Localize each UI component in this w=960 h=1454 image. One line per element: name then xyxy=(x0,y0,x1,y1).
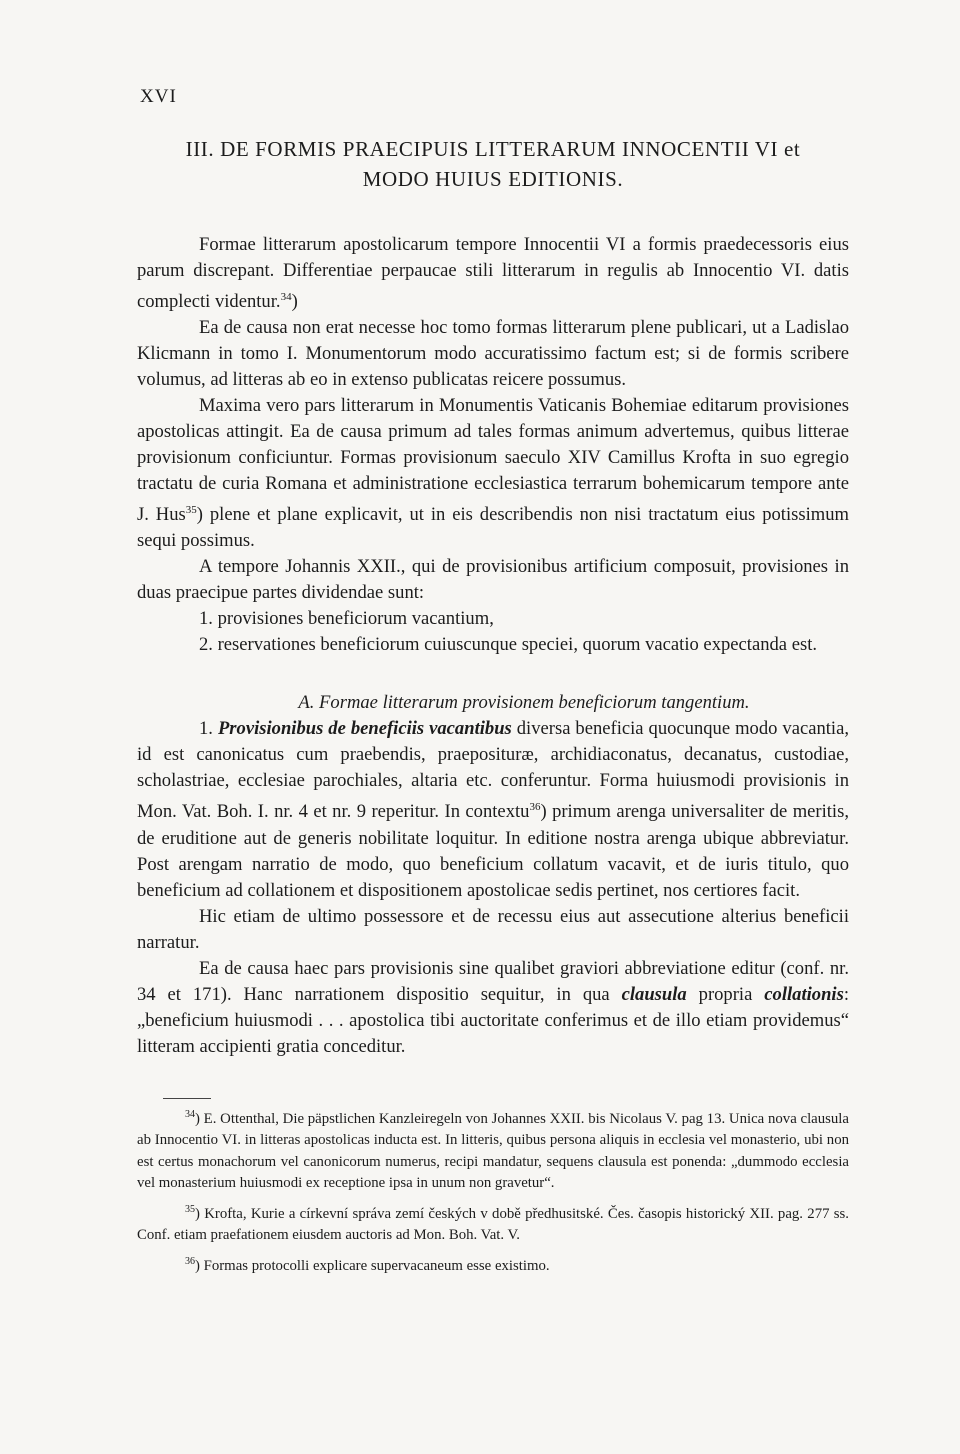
footnote-ref: 36 xyxy=(529,801,541,814)
paragraph xyxy=(137,393,849,554)
section-heading xyxy=(137,134,849,194)
footnote-mark: 36 xyxy=(185,1255,195,1267)
footnote xyxy=(137,1199,849,1247)
footnote-text: ) Krofta, Kurie a církevní správa zemí českých v době předhusitské. Čes. časopis historický XII. pag. 277 ss. Conf. etiam praefationem eiusdem auctoris ad Mon. Boh. Vat. V. xyxy=(137,1205,849,1244)
paragraph: Hic etiam de ultimo possessore et de recessu eius aut assecutione alterius beneficii narratur. xyxy=(137,905,849,953)
heading-line-2: MODO HUIUS EDITIONIS. xyxy=(362,167,624,191)
emphasis: clausula xyxy=(621,983,687,1005)
paragraph xyxy=(137,232,849,315)
main-text xyxy=(137,232,849,1060)
paragraph-text: Maxima vero pars litterarum in Monumentis Vaticanis Bohemiae editarum provisiones apostolicas attingit. Ea de causa primum ad tales formas animum advertemus, quibus litterae provisionum conficiuntur. Formas provisionum saeculo XIV Camillus Krofta in suo egregio tractatu de curia Romana et administratione ecclesiastica terrarum bohemicarum tempore ante J. Hus xyxy=(137,395,849,526)
footnote-mark: 34 xyxy=(185,1109,195,1120)
footnote-ref: 34 xyxy=(280,291,292,303)
footnote xyxy=(137,1251,849,1277)
paragraph xyxy=(137,956,849,1060)
page-number: XVI xyxy=(140,86,177,107)
footnote-ref: 35 xyxy=(185,504,197,517)
paragraph-text: ) xyxy=(291,291,298,313)
paragraph-text: Formae litterarum apostolicarum tempore Innocentii VI a formis praedecessoris eius parum discrepant. Differentiae perpaucae stili litterarum in regulis ab Innocentio VI. datis complecti videntur. xyxy=(137,234,849,313)
paragraph-text: : „beneficium huiusmodi . . . apostolica tibi auctoritate conferimus et de illo etiam providemus“ litteram accipienti gratia conceditur. xyxy=(137,983,850,1057)
paragraph xyxy=(137,716,849,903)
paragraph: A tempore Johannis XXII., qui de provisionibus artificium composuit, provisiones in duas praecipue partes dividendae sunt: xyxy=(137,556,849,604)
footnotes xyxy=(137,1104,849,1281)
paragraph-text: diversa beneficia quocunque modo vacantia, id est canonicatus cum praebendis, praeposituræ, archidiaconatus, decanatus, custodiae, scholastriae, ecclesiae parochiales, altaria etc. conferuntur. Forma huiusmodi provisionis in Mon. Vat. Boh. I. nr. 4 et nr. 9 reperitur. In contextu xyxy=(137,718,849,823)
footnote xyxy=(137,1104,849,1195)
paragraph-text: ) plene et plane explicavit, ut in eis describendis non nisi tractatum eius potissimum sequi possimus. xyxy=(137,504,849,552)
footnote-text: ) Formas protocolli explicare supervacaneum esse existimo. xyxy=(195,1257,550,1274)
list-item: 2. reservationes beneficiorum cuiuscunque speciei, quorum vacatio expectanda est. xyxy=(199,634,818,656)
footnote-mark: 35 xyxy=(185,1203,195,1215)
paragraph: Ea de causa non erat necesse hoc tomo formas litterarum plene publicari, ut a Ladislao Klicmann in tomo I. Monumentorum modo accuratissimo factum est; si de formis scribere volumus, ad litteras ab eo in extenso publicatas reicere possumus. xyxy=(137,317,849,391)
footnote-text: ) E. Ottenthal, Die päpstlichen Kanzleiregeln von Johannes XXII. bis Nicolaus V. pag 13. Unica nova clausula ab Innocentio VI. in litteras apostolicas inducta est. In litteris, quibus persona aliquis in ecclesia vel monasterio, ubi non est certus monachorum vel canonicorum numerus, recipi mandatur, sequens clausula est ponenda: „dummodo ecclesia vel monasterium huiusmodi ex receptione ipsa in unum non gravetur“. xyxy=(137,1110,849,1192)
footnote-divider xyxy=(163,1098,211,1099)
list-item: 1. provisiones beneficiorum vacantium, xyxy=(199,608,494,630)
paragraph-text: propria xyxy=(686,983,765,1005)
subsection-title: A. Formae litterarum provisionem beneficiorum tangentium. xyxy=(298,692,750,714)
emphasis: collationis xyxy=(764,983,844,1005)
heading-line-1: III. DE FORMIS PRAECIPUIS LITTERARUM INNOCENTII VI et xyxy=(185,137,801,161)
paragraph-text: ) primum arenga universaliter de meritis, de eruditione aut de generis nobilitate loquitur. In editione nostra arenga ubique abbreviatur. Post arengam narratio de modo, quo beneficium collatum vacavit, et de iuris titulo, quo beneficium ad collationem et dispositionem apostolicae sedis pertinet, nos certiores facit. xyxy=(137,801,849,901)
emphasis: Provisionibus de beneficiis vacantibus xyxy=(217,718,512,740)
paragraph-text: Ea de causa haec pars provisionis sine qualibet graviori abbreviatione editur (conf. nr. 34 et 171). Hanc narrationem dispositio sequitur, in qua xyxy=(137,957,849,1005)
item-number: 1. xyxy=(199,718,213,740)
